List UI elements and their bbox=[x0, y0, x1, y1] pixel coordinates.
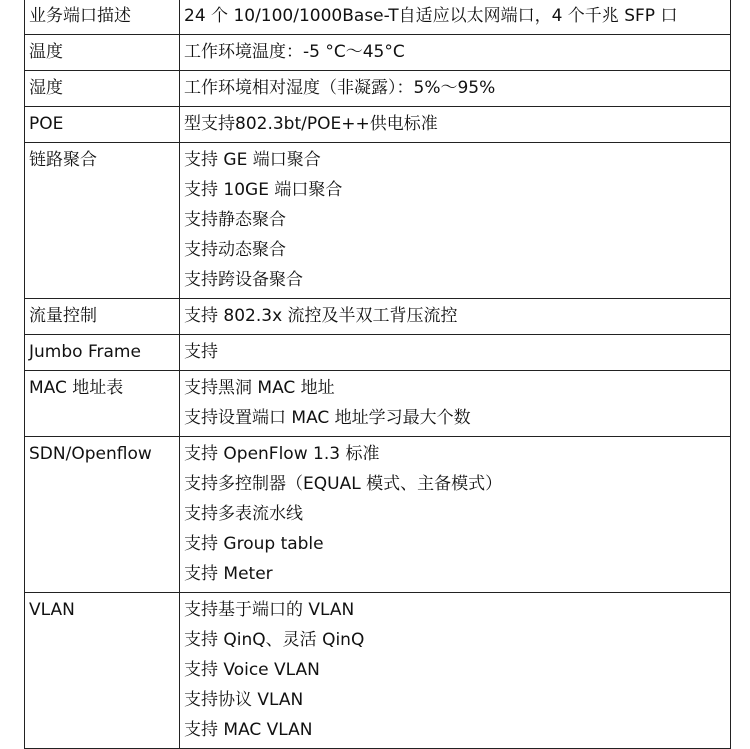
table-row bbox=[25, 143, 731, 299]
table-row bbox=[25, 0, 731, 35]
spec-value-line: 支持 802.3x 流控及半双工背压流控 bbox=[184, 306, 458, 326]
spec-value-line: 24 个 10/100/1000Base-T自适应以太网端口，4 个千兆 SFP 口 bbox=[184, 6, 678, 26]
spec-key: POE bbox=[25, 107, 180, 143]
spec-value-line: 支持多表流水线 bbox=[184, 504, 303, 524]
spec-value-line: 支持多控制器（EQUAL 模式、主备模式） bbox=[184, 474, 503, 494]
spec-value bbox=[180, 593, 731, 749]
spec-value-line: 支持黑洞 MAC 地址 bbox=[184, 378, 335, 398]
table-row bbox=[25, 371, 731, 437]
table-row bbox=[25, 35, 731, 71]
spec-value-line: 支持 QinQ、灵活 QinQ bbox=[184, 630, 365, 650]
spec-key: 业务端口描述 bbox=[25, 0, 180, 35]
spec-value bbox=[180, 107, 731, 143]
spec-value bbox=[180, 437, 731, 593]
spec-key: VLAN bbox=[25, 593, 180, 749]
spec-value-line: 支持 Meter bbox=[184, 564, 273, 584]
table-row bbox=[25, 71, 731, 107]
spec-value-line: 支持设置端口 MAC 地址学习最大个数 bbox=[184, 408, 471, 428]
spec-value-line: 支持 bbox=[184, 342, 218, 362]
spec-value bbox=[180, 143, 731, 299]
spec-value-line: 支持 Voice VLAN bbox=[184, 660, 320, 680]
spec-value-line: 型支持802.3bt/POE++供电标准 bbox=[184, 114, 438, 134]
spec-key: 链路聚合 bbox=[25, 143, 180, 299]
spec-value-line: 支持静态聚合 bbox=[184, 210, 286, 230]
spec-value-line: 支持 10GE 端口聚合 bbox=[184, 180, 343, 200]
spec-value bbox=[180, 71, 731, 107]
spec-value-line: 支持基于端口的 VLAN bbox=[184, 600, 355, 620]
spec-key: MAC 地址表 bbox=[25, 371, 180, 437]
spec-value-line: 支持协议 VLAN bbox=[184, 690, 304, 710]
table-row bbox=[25, 437, 731, 593]
spec-value bbox=[180, 0, 731, 35]
spec-key: Jumbo Frame bbox=[25, 335, 180, 371]
spec-value-line: 工作环境相对湿度（非凝露）：5%～95% bbox=[184, 78, 496, 98]
spec-value-line: 支持 GE 端口聚合 bbox=[184, 150, 321, 170]
spec-value bbox=[180, 371, 731, 437]
spec-value-line: 工作环境温度：-5 °C～45°C bbox=[184, 42, 405, 62]
spec-key: 温度 bbox=[25, 35, 180, 71]
spec-value-line: 支持 OpenFlow 1.3 标准 bbox=[184, 444, 380, 464]
spec-table bbox=[24, 0, 731, 749]
spec-value bbox=[180, 35, 731, 71]
spec-value-line: 支持 Group table bbox=[184, 534, 324, 554]
spec-value-line: 支持动态聚合 bbox=[184, 240, 286, 260]
spec-value bbox=[180, 335, 731, 371]
spec-value bbox=[180, 299, 731, 335]
spec-value-line: 支持 MAC VLAN bbox=[184, 720, 313, 740]
spec-value-line: 支持跨设备聚合 bbox=[184, 270, 303, 290]
spec-key: SDN/Openflow bbox=[25, 437, 180, 593]
table-row bbox=[25, 299, 731, 335]
table-row bbox=[25, 335, 731, 371]
table-row bbox=[25, 593, 731, 749]
spec-key: 湿度 bbox=[25, 71, 180, 107]
spec-key: 流量控制 bbox=[25, 299, 180, 335]
table-row bbox=[25, 107, 731, 143]
